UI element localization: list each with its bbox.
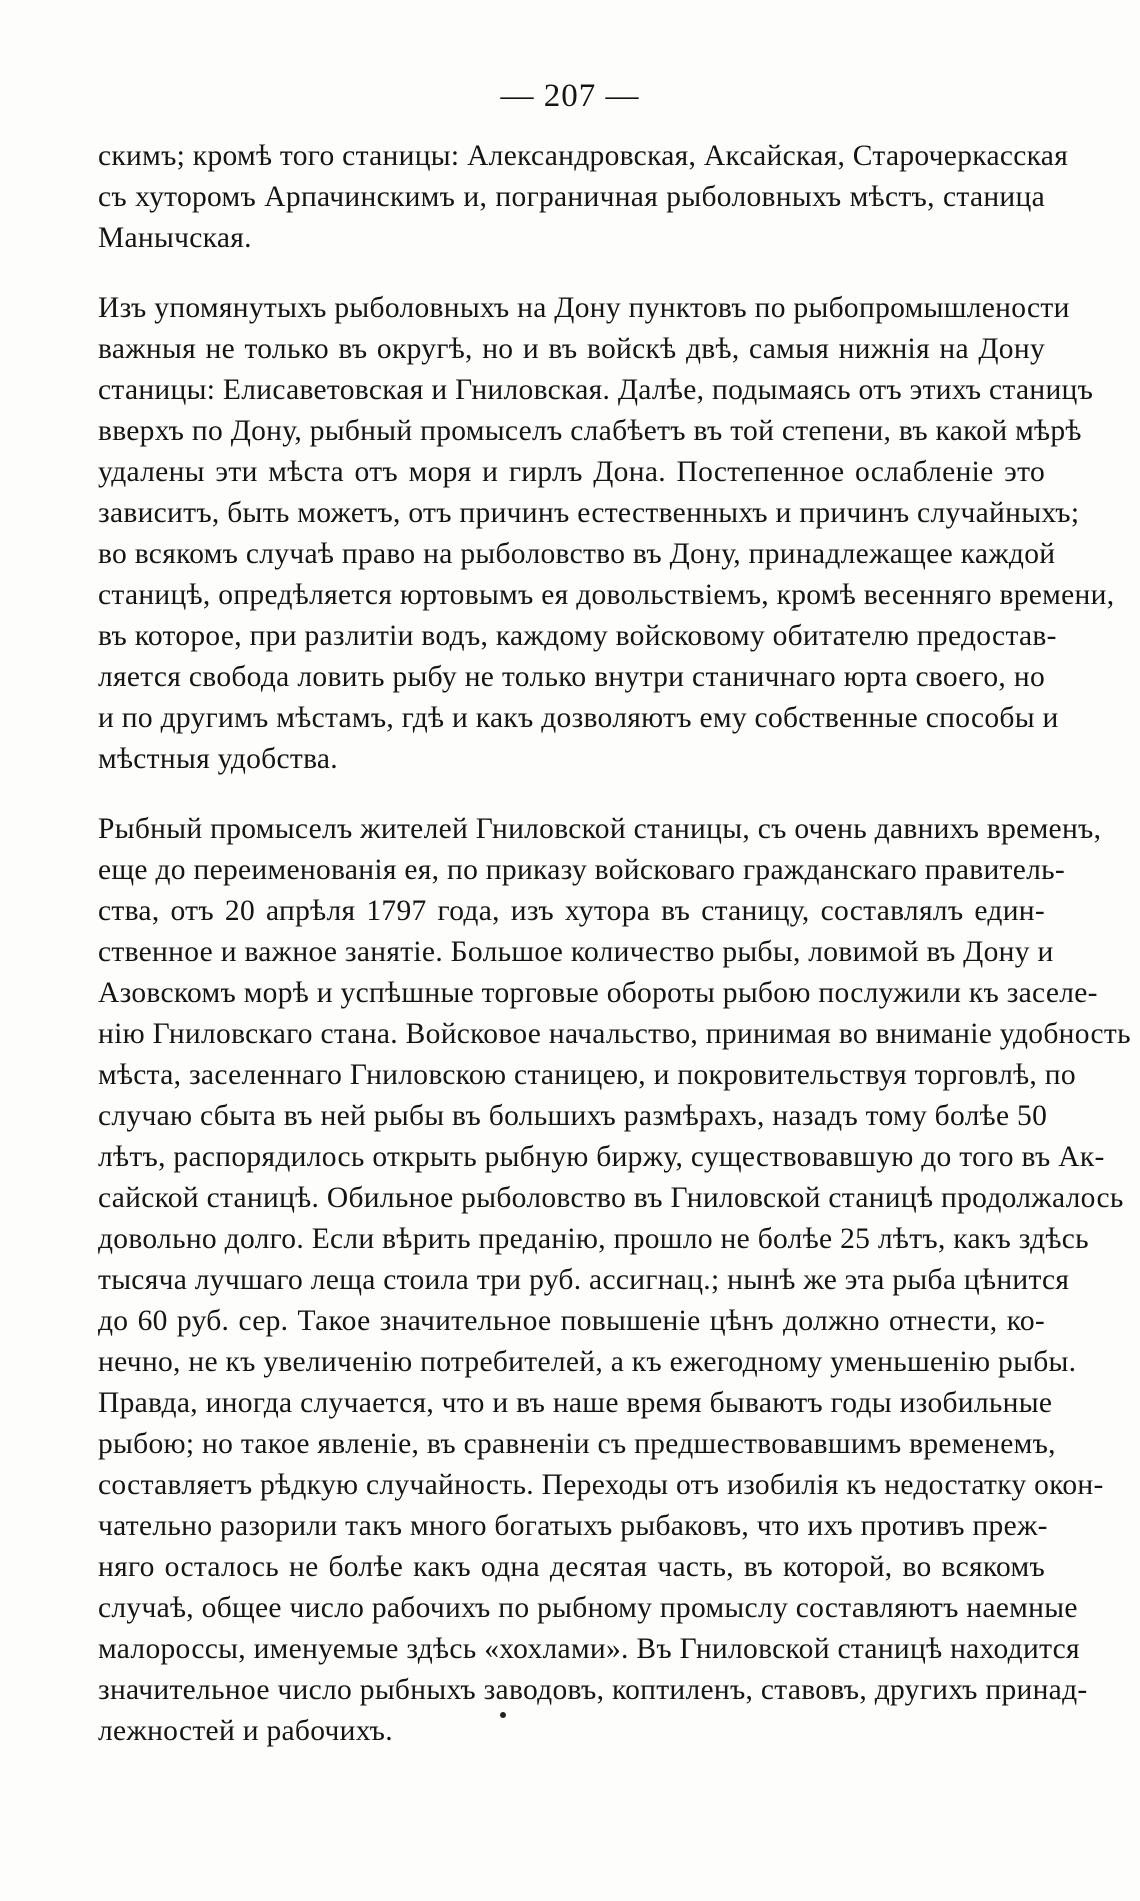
text-line: ляется свобода ловить рыбу не только внутри станичнаго юрта своего, но (98, 661, 1045, 693)
text-line: Манычская. (98, 222, 252, 254)
text-line: мѣста, заселеннаго Гниловскою станицею, и покровительствуя торговлѣ, по (98, 1059, 1076, 1091)
text-line: тысяча лучшаго леща стоила три руб. ассигнац.; нынѣ же эта рыба цѣнится (98, 1264, 1070, 1296)
text-line: ственное и важное занятіе. Большое количество рыбы, ловимой въ Дону и (98, 936, 1054, 968)
text-line: сайской станицѣ. Обильное рыболовство въ Гниловской станицѣ продолжалось (98, 1182, 1124, 1214)
text-line: удалены эти мѣста отъ моря и гирлъ Дона. Постепенное ослабленіе это (98, 456, 1045, 488)
text-line: зависитъ, быть можетъ, отъ причинъ естественныхъ и причинъ случайныхъ; (98, 497, 1080, 529)
page-number: — 207 — (500, 78, 640, 114)
text-line: случаѣ, общее число рабочихъ по рыбному промыслу составляютъ наемные (98, 1592, 1078, 1624)
text-line: значительное число рыбныхъ заводовъ, коптиленъ, ставовъ, другихъ принад- (98, 1674, 1088, 1706)
text-line: Рыбный промыселъ жителей Гниловской станицы, съ очень давнихъ временъ, (98, 813, 1102, 845)
text-line: вверхъ по Дону, рыбный промыселъ слабѣетъ въ той степени, въ какой мѣрѣ (98, 415, 1082, 447)
paragraph-2 (98, 288, 1115, 780)
text-line: до 60 руб. сер. Такое значительное повышеніе цѣнъ должно отнести, ко- (98, 1305, 1045, 1337)
text-line: чательно разорили такъ много богатыхъ рыбаковъ, что ихъ противъ преж- (98, 1510, 1048, 1542)
paragraph-1 (98, 136, 1069, 259)
text-line: лежностей и рабочихъ. (98, 1715, 393, 1747)
text-line: съ хуторомъ Арпачинскимъ и, пограничная рыболовныхъ мѣстъ, станица (98, 181, 1045, 213)
text-line: скимъ; кромѣ того станицы: Александровская, Аксайская, Старочеркасская (98, 140, 1069, 172)
text-line: случаю сбыта въ ней рыбы въ большихъ размѣрахъ, назадъ тому болѣе 50 (98, 1100, 1048, 1132)
text-line: въ которое, при разлитіи водъ, каждому войсковому обитателю предостав- (98, 620, 1057, 652)
paragraph-3 (98, 809, 1131, 1752)
text-line: лѣтъ, распорядилось открыть рыбную биржу, существовавшую до того въ Ак- (98, 1141, 1105, 1173)
ink-speck (500, 1712, 506, 1718)
text-line: довольно долго. Если вѣрить преданію, прошло не болѣе 25 лѣтъ, какъ здѣсь (98, 1223, 1089, 1255)
text-line: важныя не только въ округѣ, но и въ войскѣ двѣ, самыя нижнія на Дону (98, 333, 1045, 365)
text-line: во всякомъ случаѣ право на рыболовство въ Дону, принадлежащее каждой (98, 538, 1056, 570)
text-line: мѣстныя удобства. (98, 743, 338, 775)
text-line: няго осталось не болѣе какъ одна десятая часть, въ которой, во всякомъ (98, 1551, 1045, 1583)
text-line: Азовскомъ морѣ и успѣшные торговые обороты рыбою послужили къ заселе- (98, 977, 1098, 1009)
text-line: нечно, не къ увеличенію потребителей, а къ ежегодному уменьшенію рыбы. (98, 1346, 1077, 1378)
text-line: Правда, иногда случается, что и въ наше время бываютъ годы изобильные (98, 1387, 1053, 1419)
text-line: Изъ упомянутыхъ рыболовныхъ на Дону пунктовъ по рыбопромышлености (98, 292, 1070, 324)
body-text (98, 136, 1131, 1781)
text-line: малороссы, именуемые здѣсь «хохлами». Въ Гниловской станицѣ находится (98, 1633, 1080, 1665)
text-line: еще до переименованія ея, по приказу войсковаго гражданскаго правитель- (98, 854, 1066, 886)
text-line: станицы: Елисаветовская и Гниловская. Далѣе, подымаясь отъ этихъ станицъ (98, 374, 1094, 406)
text-line: и по другимъ мѣстамъ, гдѣ и какъ дозволяютъ ему собственные способы и (98, 702, 1059, 734)
text-line: рыбою; но такое явленіе, въ сравненіи съ предшествовавшимъ временемъ, (98, 1428, 1056, 1460)
text-line: составляетъ рѣдкую случайность. Переходы отъ изобилія къ недостатку окон- (98, 1469, 1104, 1501)
text-line: станицѣ, опредѣляется юртовымъ ея довольствіемъ, кромѣ весенняго времени, (98, 579, 1115, 611)
text-line: нію Гниловскаго стана. Войсковое начальство, принимая во вниманіе удобность (98, 1018, 1131, 1050)
text-line: ства, отъ 20 апрѣля 1797 года, изъ хутора въ станицу, составлялъ един- (98, 895, 1045, 927)
